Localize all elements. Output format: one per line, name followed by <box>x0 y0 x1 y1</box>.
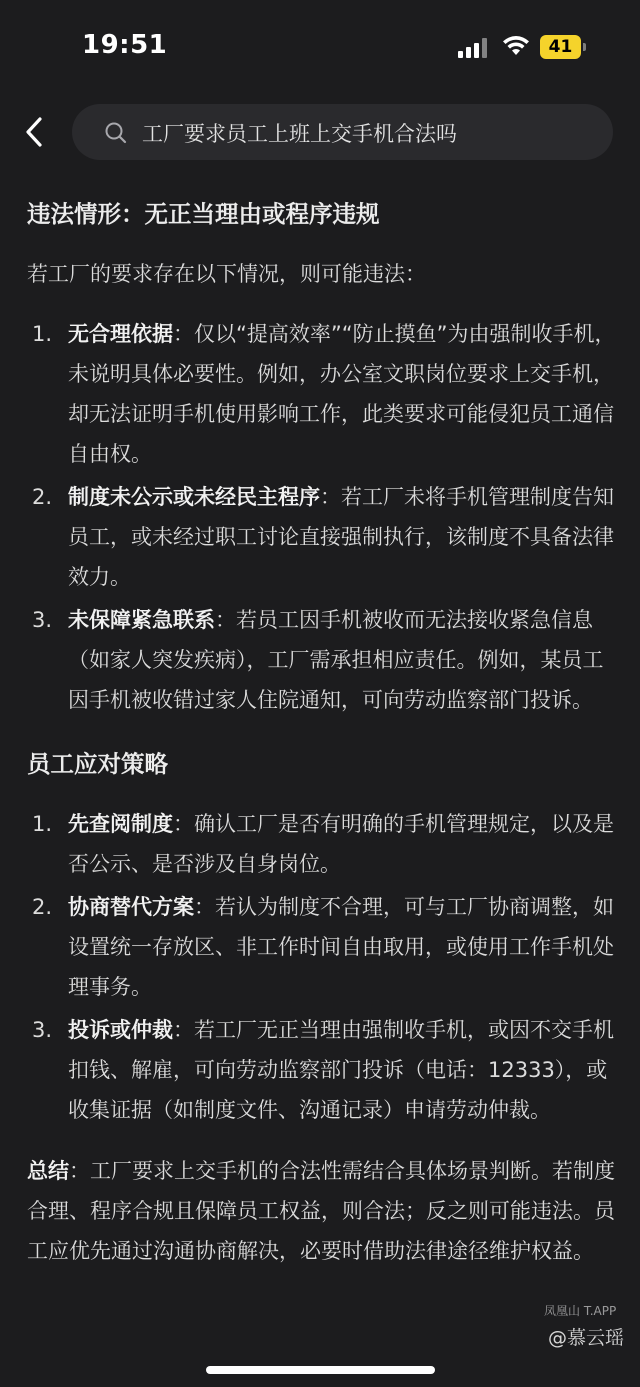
list-number: 3. <box>32 1018 53 1042</box>
chevron-left-icon <box>18 110 54 154</box>
list-number: 2. <box>32 895 53 919</box>
list-item-text: ：若员工因手机被收而无法接收紧急信息（如家人突发疾病），工厂需承担相应责任。例如，某员工因手机被收错过家人住院通知，可向劳动监察部门投诉。 <box>68 608 604 712</box>
list-number: 1. <box>32 322 53 346</box>
search-input[interactable] <box>72 104 613 160</box>
summary-label: 总结 <box>27 1159 69 1183</box>
battery-level: 41 <box>540 35 581 59</box>
list-item <box>27 1010 617 1130</box>
watermark-author: @慕云瑶 <box>548 1327 625 1349</box>
list-number: 1. <box>32 812 53 836</box>
list-item-title: 协商替代方案 <box>68 895 194 919</box>
violation-list <box>27 314 617 720</box>
list-item-title: 先查阅制度 <box>68 812 173 836</box>
list-item <box>27 314 617 474</box>
back-button[interactable] <box>18 110 54 154</box>
list-item-text: ：若工厂未将手机管理制度告知员工，或未经过职工讨论直接强制执行，该制度不具备法律效力。 <box>68 485 614 589</box>
search-query: 工厂要求员工上班上交手机合法吗 <box>142 122 457 146</box>
status-bar <box>0 0 640 96</box>
list-item-title: 制度未公示或未经民主程序 <box>68 485 320 509</box>
list-item-text: ：仅以“提高效率”“防止摸鱼”为由强制收手机，未说明具体必要性。例如，办公室文职岗位要求上交手机，却无法证明手机使用影响工作，此类要求可能侵犯员工通信自由权。 <box>68 322 616 466</box>
list-item-title: 投诉或仲裁 <box>68 1018 173 1042</box>
home-indicator[interactable] <box>206 1366 435 1374</box>
status-time: 19:51 <box>82 30 168 60</box>
section-title-violations: 违法情形：无正当理由或程序违规 <box>27 200 380 228</box>
list-item <box>27 477 617 597</box>
watermark-app: 凤凰山 T.APP <box>544 1304 617 1318</box>
list-item <box>27 600 617 720</box>
section-title-strategies: 员工应对策略 <box>27 750 168 778</box>
list-item-title: 未保障紧急联系 <box>68 608 215 632</box>
strategy-list <box>27 804 617 1130</box>
list-item <box>27 887 617 1007</box>
list-item-title: 无合理依据 <box>68 322 173 346</box>
list-number: 2. <box>32 485 53 509</box>
answer-content <box>27 194 617 1271</box>
search-icon <box>104 121 128 145</box>
list-item-text: ：若工厂无正当理由强制收手机，或因不交手机扣钱、解雇，可向劳动监察部门投诉（电话：12333），或收集证据（如制度文件、沟通记录）申请劳动仲裁。 <box>68 1018 614 1122</box>
signal-icon <box>458 38 490 58</box>
summary-paragraph <box>27 1151 617 1271</box>
list-item-text: ：若认为制度不合理，可与工厂协商调整，如设置统一存放区、非工作时间自由取用，或使用工作手机处理事务。 <box>68 895 614 999</box>
battery-cap <box>583 43 586 51</box>
wifi-icon <box>502 35 530 57</box>
list-number: 3. <box>32 608 53 632</box>
summary-text: ：工厂要求上交手机的合法性需结合具体场景判断。若制度合理、程序合规且保障员工权益，则合法；反之则可能违法。员工应优先通过沟通协商解决，必要时借助法律途径维护权益。 <box>27 1159 615 1263</box>
battery-icon <box>540 35 586 59</box>
list-item <box>27 804 617 884</box>
section-intro: 若工厂的要求存在以下情况，则可能违法： <box>27 262 426 286</box>
list-item-text: ：确认工厂是否有明确的手机管理规定，以及是否公示、是否涉及自身岗位。 <box>68 812 614 876</box>
